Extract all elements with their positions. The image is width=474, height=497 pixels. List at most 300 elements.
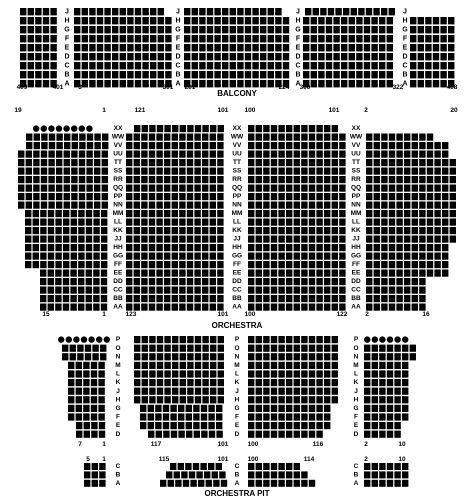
seat[interactable] [71,227,77,234]
seat[interactable] [172,396,178,403]
seat[interactable] [202,304,208,311]
seat[interactable] [301,125,307,132]
seat[interactable] [278,336,284,343]
seat[interactable] [218,362,224,369]
seat[interactable] [427,270,433,277]
seat[interactable] [180,336,186,343]
seat[interactable] [333,71,339,78]
seat[interactable] [141,304,147,311]
seat[interactable] [43,26,49,33]
seat[interactable] [248,370,254,377]
seat[interactable] [389,168,395,175]
seat[interactable] [260,8,266,15]
seat[interactable] [237,80,243,87]
seat[interactable] [187,185,193,192]
seat[interactable] [72,134,78,141]
seat[interactable] [316,176,322,183]
seat[interactable] [381,151,387,158]
seat[interactable] [210,388,216,395]
seat[interactable] [33,261,39,268]
seat[interactable] [278,236,284,243]
seat[interactable] [387,35,393,42]
seat[interactable] [374,210,380,217]
seat[interactable] [163,422,169,429]
seat[interactable] [221,480,227,487]
seat[interactable] [379,26,385,33]
seat[interactable] [278,413,284,420]
seat[interactable] [356,53,362,60]
seat[interactable] [381,304,387,311]
seat[interactable] [425,17,431,24]
seat[interactable] [187,134,193,141]
seat[interactable] [178,463,184,470]
seat[interactable] [252,71,258,78]
seat[interactable] [433,35,439,42]
seat[interactable] [316,159,322,166]
seat[interactable] [142,388,148,395]
seat[interactable] [164,336,170,343]
seat[interactable] [56,185,62,192]
seat[interactable] [184,17,190,24]
seat[interactable] [309,253,315,260]
seat[interactable] [68,405,74,412]
seat[interactable] [343,8,349,15]
seat[interactable] [332,227,338,234]
seat[interactable] [410,71,416,78]
seat[interactable] [309,431,315,438]
seat[interactable] [179,244,185,251]
seat[interactable] [389,270,395,277]
seat[interactable] [157,125,163,132]
seat[interactable] [248,362,254,369]
seat[interactable] [156,287,162,294]
seat[interactable] [248,388,254,395]
seat[interactable] [402,388,408,395]
seat[interactable] [404,219,410,226]
seat[interactable] [222,80,228,87]
seat[interactable] [194,176,200,183]
seat[interactable] [78,295,84,302]
seat[interactable] [410,345,416,352]
seat[interactable] [149,125,155,132]
seat[interactable] [326,62,332,69]
seat[interactable] [434,151,440,158]
seat[interactable] [98,370,104,377]
seat[interactable] [324,219,330,226]
seat[interactable] [425,71,431,78]
seat[interactable] [180,345,186,352]
seat[interactable] [263,471,269,478]
seat[interactable] [309,227,315,234]
seat[interactable] [210,134,216,141]
seat[interactable] [271,270,277,277]
seat[interactable] [142,379,148,386]
seat[interactable] [100,345,106,352]
seat[interactable] [245,35,251,42]
seat[interactable] [402,396,408,403]
seat[interactable] [335,8,341,15]
seat[interactable] [94,142,100,149]
seat[interactable] [222,62,228,69]
seat[interactable] [172,219,178,226]
seat[interactable] [283,62,289,69]
seat[interactable] [268,62,274,69]
seat[interactable] [442,244,448,251]
seat[interactable] [433,44,439,51]
seat[interactable] [303,71,309,78]
seat[interactable] [86,253,92,260]
seat[interactable] [294,422,300,429]
seat[interactable] [210,142,216,149]
seat[interactable] [309,210,315,217]
seat[interactable] [237,26,243,33]
seat[interactable] [450,236,456,243]
seat[interactable] [427,168,433,175]
seat[interactable] [301,471,307,478]
seat[interactable] [71,261,77,268]
seat[interactable] [419,236,425,243]
seat[interactable] [91,379,97,386]
seat[interactable] [324,227,330,234]
seat[interactable] [237,44,243,51]
seat[interactable] [222,71,228,78]
seat[interactable] [26,176,32,183]
seat[interactable] [187,227,193,234]
seat[interactable] [99,480,105,487]
seat[interactable] [48,176,54,183]
seat[interactable] [404,193,410,200]
seat[interactable] [99,471,105,478]
seat[interactable] [101,236,107,243]
seat[interactable] [68,379,74,386]
seat[interactable] [35,62,41,69]
seat[interactable] [102,202,108,209]
seat[interactable] [442,151,448,158]
seat[interactable] [187,388,193,395]
seat[interactable] [256,159,262,166]
seat[interactable] [25,244,31,251]
seat[interactable] [256,422,262,429]
seat[interactable] [210,159,216,166]
seat[interactable] [202,125,208,132]
seat[interactable] [164,379,170,386]
seat[interactable] [294,278,300,285]
seat[interactable] [56,168,62,175]
seat[interactable] [450,193,456,200]
seat[interactable] [389,185,395,192]
seat[interactable] [271,219,277,226]
seat[interactable] [256,134,262,141]
seat[interactable] [294,471,300,478]
seat[interactable] [150,44,156,51]
seat[interactable] [82,8,88,15]
seat[interactable] [278,396,284,403]
seat[interactable] [263,379,269,386]
seat[interactable] [402,370,408,377]
seat[interactable] [74,44,80,51]
seat[interactable] [301,210,307,217]
seat[interactable] [364,480,370,487]
seat[interactable] [271,193,277,200]
seat[interactable] [324,151,330,158]
seat[interactable] [40,304,46,311]
seat[interactable] [218,345,224,352]
seat[interactable] [268,8,274,15]
seat[interactable] [404,185,410,192]
seat[interactable] [214,62,220,69]
seat[interactable] [339,159,345,166]
seat[interactable] [316,210,322,217]
seat[interactable] [448,17,454,24]
seat[interactable] [126,236,132,243]
seat[interactable] [389,236,395,243]
seat[interactable] [170,422,176,429]
seat[interactable] [28,17,34,24]
seat[interactable] [178,431,184,438]
seat[interactable] [195,362,201,369]
seat[interactable] [442,227,448,234]
seat[interactable] [278,295,284,302]
seat[interactable] [316,345,322,352]
seat[interactable] [278,176,284,183]
seat[interactable] [210,287,216,294]
seat[interactable] [210,193,216,200]
seat[interactable] [172,134,178,141]
seat[interactable] [157,388,163,395]
seat[interactable] [216,422,222,429]
seat[interactable] [172,362,178,369]
seat[interactable] [33,185,39,192]
seat[interactable] [217,244,223,251]
seat[interactable] [68,388,74,395]
seat[interactable] [63,244,69,251]
seat[interactable] [87,134,93,141]
seat[interactable] [316,431,322,438]
seat[interactable] [256,202,262,209]
seat[interactable] [427,151,433,158]
seat[interactable] [156,185,162,192]
seat[interactable] [448,62,454,69]
seat[interactable] [172,295,178,302]
seat[interactable] [278,471,284,478]
seat[interactable] [252,17,258,24]
seat[interactable] [165,71,171,78]
seat[interactable] [150,17,156,24]
seat[interactable] [263,151,269,158]
seat[interactable] [210,295,216,302]
seat[interactable] [248,270,254,277]
seat[interactable] [210,227,216,234]
seat[interactable] [372,345,378,352]
seat[interactable] [179,193,185,200]
seat[interactable] [135,26,141,33]
seat[interactable] [248,176,254,183]
seat[interactable] [294,176,300,183]
seat[interactable] [210,219,216,226]
seat[interactable] [142,345,148,352]
seat[interactable] [374,159,380,166]
seat[interactable] [48,159,54,166]
seat[interactable] [301,261,307,268]
seat[interactable] [179,202,185,209]
seat[interactable] [207,80,213,87]
seat[interactable] [311,44,317,51]
seat[interactable] [98,379,104,386]
seat[interactable] [374,278,380,285]
seat[interactable] [364,53,370,60]
seat[interactable] [442,270,448,277]
seat[interactable] [309,159,315,166]
seat[interactable] [309,353,315,360]
seat[interactable] [78,210,84,217]
seat[interactable] [89,8,95,15]
seat[interactable] [230,17,236,24]
seat[interactable] [278,304,284,311]
seat[interactable] [156,295,162,302]
seat[interactable] [126,244,132,251]
seat[interactable] [156,304,162,311]
seat[interactable] [164,388,170,395]
seat[interactable] [387,26,393,33]
seat[interactable] [286,463,292,470]
seat[interactable] [26,134,32,141]
seat[interactable] [82,80,88,87]
seat[interactable] [189,471,195,478]
seat[interactable] [163,413,169,420]
seat[interactable] [126,176,132,183]
seat[interactable] [204,471,210,478]
seat[interactable] [248,151,254,158]
seat[interactable] [326,53,332,60]
seat[interactable] [134,304,140,311]
seat[interactable] [318,26,324,33]
seat[interactable] [412,304,418,311]
seat[interactable] [187,193,193,200]
seat[interactable] [86,304,92,311]
seat[interactable] [43,44,49,51]
seat[interactable] [332,370,338,377]
seat[interactable] [164,253,170,260]
seat[interactable] [294,185,300,192]
seat[interactable] [333,80,339,87]
seat[interactable] [33,253,39,260]
seat[interactable] [294,151,300,158]
seat[interactable] [86,236,92,243]
seat[interactable] [126,270,132,277]
seat[interactable] [86,202,92,209]
seat[interactable] [91,388,97,395]
seat[interactable] [402,480,408,487]
seat[interactable] [210,176,216,183]
seat[interactable] [43,17,49,24]
seat[interactable] [271,253,277,260]
seat[interactable] [40,219,46,226]
seat[interactable] [316,151,322,158]
seat[interactable] [379,345,385,352]
seat[interactable] [210,278,216,285]
seat[interactable] [135,44,141,51]
seat[interactable] [157,336,163,343]
seat[interactable] [141,261,147,268]
seat[interactable] [222,8,228,15]
seat[interactable] [165,26,171,33]
seat[interactable] [35,44,41,51]
seat[interactable] [140,422,146,429]
seat[interactable] [339,278,345,285]
seat[interactable] [366,134,372,141]
seat[interactable] [48,227,54,234]
seat[interactable] [341,62,347,69]
seat[interactable] [41,159,47,166]
seat[interactable] [303,26,309,33]
seat[interactable] [237,17,243,24]
seat[interactable] [199,71,205,78]
seat[interactable] [207,71,213,78]
seat[interactable] [450,202,456,209]
seat[interactable] [134,142,140,149]
seat[interactable] [156,159,162,166]
seat[interactable] [440,71,446,78]
seat[interactable] [450,168,456,175]
seat[interactable] [89,44,95,51]
seat[interactable] [104,8,110,15]
seat[interactable] [149,370,155,377]
seat[interactable] [248,304,254,311]
seat[interactable] [202,227,208,234]
seat[interactable] [187,253,193,260]
seat[interactable] [324,134,330,141]
seat[interactable] [248,202,254,209]
seat[interactable] [434,270,440,277]
seat[interactable] [210,336,216,343]
seat[interactable] [28,26,34,33]
seat[interactable] [63,304,69,311]
seat[interactable] [372,362,378,369]
seat[interactable] [149,253,155,260]
seat[interactable] [48,236,54,243]
seat[interactable] [92,463,98,470]
seat[interactable] [248,422,254,429]
seat[interactable] [142,370,148,377]
seat[interactable] [20,17,26,24]
seat[interactable] [402,362,408,369]
seat[interactable] [245,80,251,87]
seat[interactable] [192,71,198,78]
seat[interactable] [222,17,228,24]
seat[interactable] [99,463,105,470]
seat[interactable] [212,471,218,478]
seat[interactable] [120,80,126,87]
seat[interactable] [142,353,148,360]
seat[interactable] [301,151,307,158]
seat[interactable] [150,26,156,33]
seat[interactable] [79,185,85,192]
seat[interactable] [184,8,190,15]
seat[interactable] [82,53,88,60]
seat[interactable] [206,480,212,487]
seat[interactable] [142,336,148,343]
seat[interactable] [450,159,456,166]
seat[interactable] [366,176,372,183]
seat[interactable] [18,168,24,175]
seat[interactable] [286,431,292,438]
seat[interactable] [97,80,103,87]
seat[interactable] [149,304,155,311]
seat[interactable] [394,480,400,487]
seat[interactable] [194,142,200,149]
seat[interactable] [263,388,269,395]
seat[interactable] [71,193,77,200]
